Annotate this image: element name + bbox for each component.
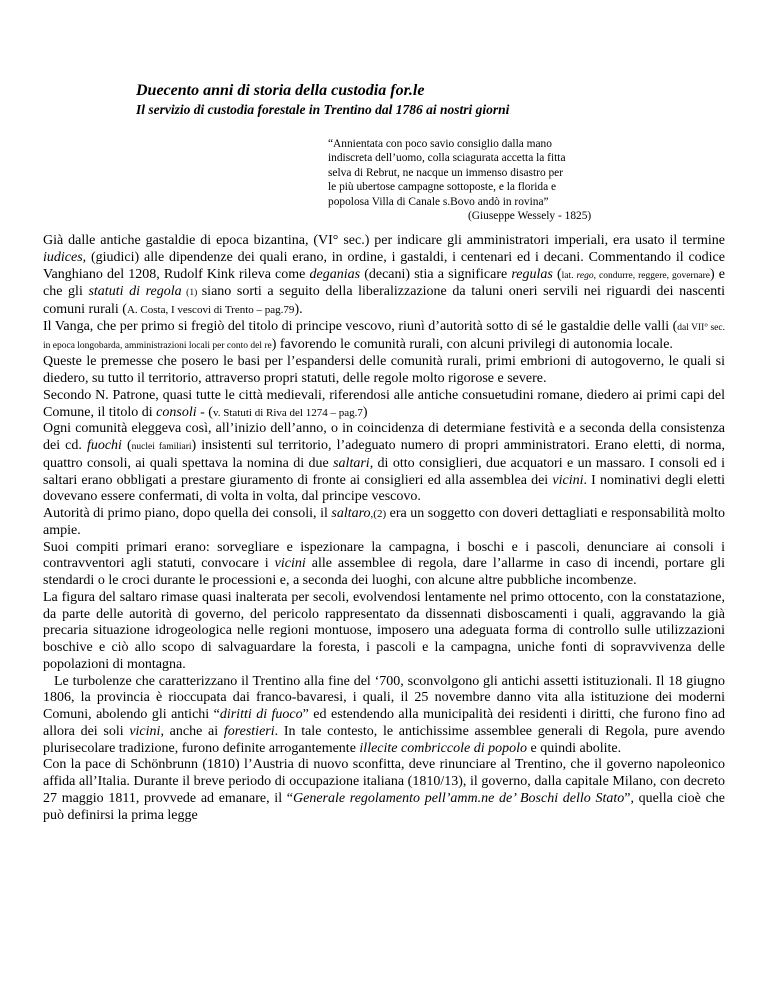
text-run: Ogni comunità eleggeva così, all’inizio dell’anno, o in coincidenza di determiane festività e a seconda della consistenza dei cd. bbox=[43, 421, 725, 453]
text-run: . In tale contesto, le antichissime assemblee generali di Regola, pure avendo plurisecolare tradizione, furono definite arrogantemente bbox=[43, 723, 725, 756]
text-run: , (giudici) alle dipendenze dei quali erano, in ordine, i gastaldi, i centenari ed i decani. Commentando il codice Vanghiano del 1208, Rudolf Kink rileva come bbox=[43, 249, 725, 282]
text-run: e quindi abolite. bbox=[526, 740, 622, 756]
document-title: Duecento anni di storia della custodia for.le bbox=[136, 82, 425, 99]
text-run: Autorità di primo piano, dopo quella dei consoli, il bbox=[43, 506, 332, 521]
quote-line: le più ubertose campagne sottoposte, e la florida e bbox=[328, 181, 557, 194]
emphasis: iudices bbox=[43, 249, 83, 265]
text-run: ). bbox=[294, 302, 303, 317]
paragraph-8: La figura del saltaro rimase quasi inalterata per secoli, evolvendosi lentamente nel primo ottocento, con la constatazione, da parte delle autorità di governo, del pericolo rappresentato da dissennati disboscamenti i quali, aggravando la già precaria situazione idrogeologica nelle regioni montuose, imposero una adeguata forma di controllo sulle utilizzazioni boschive e ciò allo scopo di salvaguardare la foresta, i pascoli e la campagna, uniche fonti di sopravvivenza delle popolazioni di montagna. bbox=[43, 589, 725, 672]
document-subtitle: Il servizio di custodia forestale in Trentino dal 1786 ai nostri giorni bbox=[136, 102, 510, 117]
document-body bbox=[43, 233, 725, 824]
emphasis: consoli bbox=[156, 404, 197, 420]
small-note: nuclei familiari bbox=[131, 442, 192, 452]
text-run: siano sorti a seguito della liberalizzazione da taluni oneri servili nei riguardi dei nascenti comuni rurali ( bbox=[43, 284, 725, 317]
text-run: Le turbolenze che caratterizzano il Trentino alla fine del ‘700, sconvolgono gli antichi assetti istituzionali. Il 18 giugno 1806, la provincia è rioccupata dai franco-bavaresi, i quali, il 25 novembre danno vita alla istituzione dei moderni Comuni, abolendo gli antichi “ bbox=[43, 673, 725, 722]
text-run: ) e che gli bbox=[43, 266, 725, 300]
emphasis: saltari bbox=[333, 455, 370, 471]
text-run: ) bbox=[362, 404, 368, 420]
text-run: Già dalle antiche gastaldie di epoca bizantina, (VI° sec.) per indicare gli amministratori imperiali, era usato il termine bbox=[43, 233, 725, 248]
text-run: alle assemblee di regola, dare l’allarme in caso di incendi, portare gli stendardi o le croci durante le processioni e, a seconda dei luoghi, con alcune altre pubbliche incombenze. bbox=[43, 556, 725, 588]
text-run: era un soggetto con doveri dettagliati e responsabilità molto ampie. bbox=[43, 506, 725, 538]
paragraph-10 bbox=[43, 757, 725, 824]
text-run: . I nominativi degli eletti dovevano essere confermati, di volta in volta, dal principe vescovo. bbox=[43, 472, 725, 505]
quote-line: selva di Rebrut, ne nacque un immenso disastro per bbox=[328, 166, 564, 179]
paragraph-9 bbox=[43, 674, 725, 758]
footnote-ref: ,(2) bbox=[370, 508, 387, 520]
emphasis: saltaro bbox=[331, 506, 371, 521]
small-note: dal VII° sec. in epoca longobarda, amministrazioni locali per conto del re bbox=[43, 322, 725, 351]
emphasis: statuti di regola bbox=[88, 284, 182, 300]
paragraph-1 bbox=[43, 233, 725, 319]
text-run: Secondo N. Patrone, quasi tutte le città medievali, riferendosi alle antiche consuetudini romane, diedero ai primi capi del Comune, il titolo di bbox=[43, 387, 725, 420]
text-run: ) favorendo le comunità rurali, con alcuni privilegi di autonomia locale. bbox=[271, 336, 673, 352]
text-run: , anche ai bbox=[160, 723, 224, 739]
text-run: ( bbox=[552, 266, 562, 282]
emphasis: regulas bbox=[511, 266, 553, 282]
emphasis: vicini bbox=[552, 472, 584, 488]
emphasis: forestieri bbox=[223, 723, 275, 739]
emphasis: vicini bbox=[129, 723, 161, 739]
text-run: ) insistenti sul territorio, l’adeguato numero di propri amministratori. Erano eletti, di norma, quattro consoli, ai quali spettava la nomina di due bbox=[43, 438, 725, 471]
emphasis: diritti di fuoco bbox=[219, 707, 303, 722]
quote-attribution: (Giuseppe Wessely - 1825) bbox=[468, 210, 592, 223]
emphasis: vicini bbox=[274, 556, 306, 572]
paragraph-3: Queste le premesse che posero le basi per l’espandersi delle comunità rurali, primi embrioni di autogoverno, le quali si diedero, su tutto il territorio, attraverso propri statuti, delle regole molto rigorose e severe. bbox=[43, 354, 725, 386]
paragraph-4 bbox=[43, 388, 725, 422]
citation: v. Statuti di Riva del 1274 – pag.7 bbox=[212, 406, 363, 419]
emphasis: fuochi bbox=[86, 438, 122, 453]
text-run: Il Vanga, che per primo si fregiò del titolo di principe vescovo, riunì d’autorità sotto di sé le gastaldie delle valli ( bbox=[43, 318, 678, 334]
quote-line: indiscreta dell’uomo, colla sciagurata accetta la fitta bbox=[328, 152, 566, 165]
small-note-emphasis: rego bbox=[576, 270, 594, 281]
text-run: Con la pace di Schönbrunn (1810) l’Austria di nuovo sconfitta, deve rinunciare al Trentino, che il governo napoleonico affida all’Italia. Durante il breve periodo di occupazione italiana (1810/13), il governo, dalla capitale Milano, con decreto 27 maggio 1811, provvede ad emanare, il “ bbox=[43, 757, 725, 806]
epigraph-quote bbox=[328, 137, 628, 223]
text-run: Suoi compiti primari erano: sorvegliare e ispezionare la campagna, i boschi e i pascoli, denunciare ai consoli i contravventori agli statuti, convocare i bbox=[43, 539, 725, 572]
text-run: ( bbox=[121, 438, 132, 453]
text-run: ” ed estendendo alla municipalità dei residenti i diritti, che furono fino ad allora dei soli bbox=[43, 707, 725, 739]
footnote-ref: (1) bbox=[181, 288, 202, 299]
citation: A. Costa, I vescovi di Trento – pag.79 bbox=[126, 304, 295, 316]
paragraph-5 bbox=[43, 421, 725, 506]
emphasis: illecite combriccole di popolo bbox=[359, 740, 527, 756]
quote-line: “Annientata con poco savio consiglio dalla mano bbox=[328, 138, 552, 150]
text-run: - ( bbox=[196, 404, 213, 420]
paragraph-6 bbox=[43, 506, 725, 540]
emphasis: deganias bbox=[309, 266, 361, 282]
emphasis: Generale regolamento pell’amm.ne de’ Boschi dello Stato bbox=[293, 790, 625, 806]
small-note: , condurre, reggere, governare bbox=[593, 270, 710, 281]
quote-line: popolosa Villa di Canale s.Bovo andò in rovina” bbox=[328, 195, 549, 208]
paragraph-2 bbox=[43, 319, 725, 355]
text-run: , di otto consiglieri, due acquatori e un massaro. I consoli ed i saltari erano obbligati a prestare giuramento di fronte ai consiglieri ed alla assemblea dei bbox=[43, 455, 726, 488]
text-run: (decani) stia a significare bbox=[360, 266, 512, 282]
paragraph-7 bbox=[43, 540, 725, 590]
small-note: lat. bbox=[561, 270, 577, 281]
text-run: ”, quella cioè che può definirsi la prima legge bbox=[43, 790, 725, 823]
